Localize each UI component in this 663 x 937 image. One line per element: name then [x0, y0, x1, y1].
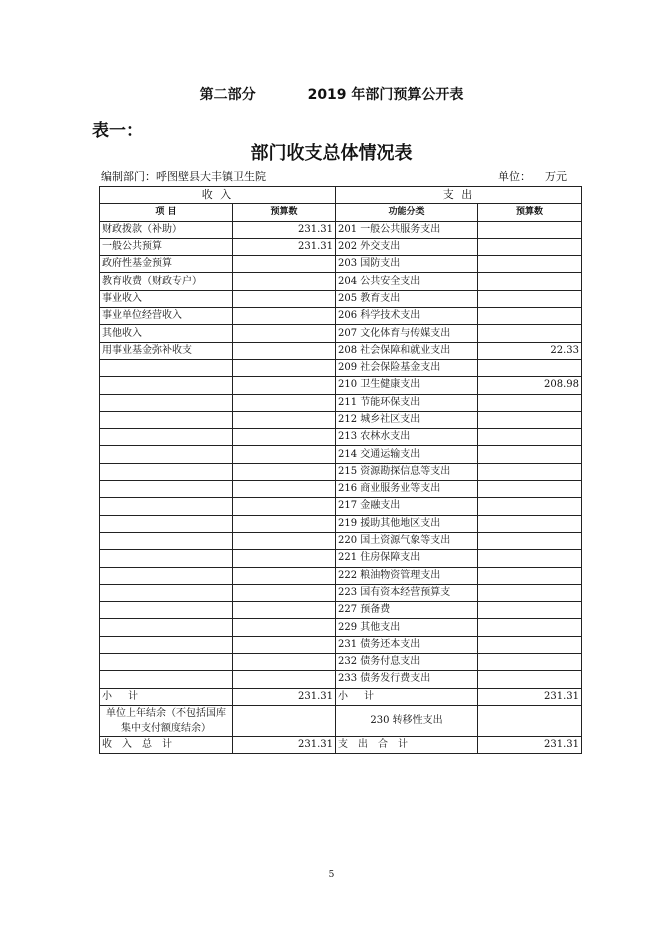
expense-budget: [478, 671, 582, 688]
expense-budget: [478, 584, 582, 601]
table-row: [100, 308, 582, 325]
income-item: [100, 394, 233, 411]
income-item: [100, 446, 233, 463]
income-budget: [233, 429, 336, 446]
income-subtotal-value: 231.31: [233, 688, 336, 705]
income-total-value: 231.31: [233, 736, 336, 753]
income-item: [100, 567, 233, 584]
income-item: [100, 550, 233, 567]
expense-budget: [478, 273, 582, 290]
income-budget: [233, 619, 336, 636]
expense-budget: [478, 394, 582, 411]
carryover-label: 单位上年结余（不包括国库集中支付额度结余）: [100, 705, 233, 736]
income-budget: [233, 359, 336, 376]
table-row: [100, 498, 582, 515]
income-item: [100, 602, 233, 619]
income-item: [100, 671, 233, 688]
table-row: [100, 636, 582, 653]
expense-item: 220 国土资源气象等支出: [336, 532, 478, 549]
income-subtotal-label: 小计: [100, 688, 233, 705]
part-title: [0, 84, 663, 104]
table-label: 表一：: [92, 121, 143, 141]
table-row: [100, 394, 582, 411]
table-row: [100, 567, 582, 584]
income-budget: [233, 550, 336, 567]
expense-budget: [478, 636, 582, 653]
expense-item: 222 粮油物资管理支出: [336, 567, 478, 584]
expense-subtotal-label: 小计: [336, 688, 478, 705]
expense-budget: 208.98: [478, 377, 582, 394]
income-item: [100, 619, 233, 636]
expense-item: 205 教育支出: [336, 290, 478, 307]
year-title: 2019 年部门预算公开表: [307, 87, 464, 103]
income-budget: [233, 463, 336, 480]
table-row: [100, 429, 582, 446]
budget-table: [99, 186, 582, 754]
expense-total-value: 231.31: [478, 736, 582, 753]
table-row: [100, 221, 582, 238]
table-row: [100, 359, 582, 376]
expense-item: 217 金融支出: [336, 498, 478, 515]
income-item: 一般公共预算: [100, 238, 233, 255]
page-number: 5: [328, 870, 335, 880]
income-budget: [233, 273, 336, 290]
table-row: [100, 290, 582, 307]
income-item: 事业收入: [100, 290, 233, 307]
income-total-label: 收入总计: [100, 736, 233, 753]
page-title: 部门收支总体情况表: [250, 143, 413, 164]
income-item: [100, 481, 233, 498]
table-row: [100, 602, 582, 619]
unit-value: 万元: [545, 170, 567, 183]
income-budget: [233, 325, 336, 342]
table-row: [100, 671, 582, 688]
expense-item: 223 国有资本经营预算支: [336, 584, 478, 601]
expense-budget: [478, 463, 582, 480]
expense-budget: [478, 308, 582, 325]
income-budget: [233, 256, 336, 273]
table-row: [100, 377, 582, 394]
table-row: [100, 550, 582, 567]
col-item: 项 目: [100, 204, 233, 221]
expense-budget: [478, 481, 582, 498]
col-budget-2: 预算数: [478, 204, 582, 221]
table-row: [100, 515, 582, 532]
income-budget: 231.31: [233, 238, 336, 255]
table-row: [100, 446, 582, 463]
expense-item: 215 资源勘探信息等支出: [336, 463, 478, 480]
income-budget: [233, 394, 336, 411]
part-label: 第二部分: [199, 87, 256, 103]
expense-budget: [478, 619, 582, 636]
income-item: [100, 532, 233, 549]
expense-item: 204 公共安全支出: [336, 273, 478, 290]
org-label: 编制部门：呼图壁县大丰镇卫生院: [101, 170, 266, 183]
carryover-row: [100, 705, 582, 736]
col-budget: 预算数: [233, 204, 336, 221]
income-budget: 231.31: [233, 221, 336, 238]
expense-item: 221 住房保障支出: [336, 550, 478, 567]
income-budget: [233, 671, 336, 688]
expense-budget: [478, 359, 582, 376]
income-item: [100, 411, 233, 428]
income-header: 收 入: [100, 187, 336, 204]
expense-budget: [478, 654, 582, 671]
column-header-row: [100, 204, 582, 221]
expense-item: 229 其他支出: [336, 619, 478, 636]
expense-budget: [478, 567, 582, 584]
expense-item: 210 卫生健康支出: [336, 377, 478, 394]
income-budget: [233, 498, 336, 515]
income-item: 政府性基金预算: [100, 256, 233, 273]
expense-budget: [478, 290, 582, 307]
income-item: [100, 377, 233, 394]
expense-item: 207 文化体育与传媒支出: [336, 325, 478, 342]
income-item: [100, 359, 233, 376]
table-row: [100, 273, 582, 290]
expense-item: 209 社会保险基金支出: [336, 359, 478, 376]
expense-item: 201 一般公共服务支出: [336, 221, 478, 238]
income-item: [100, 515, 233, 532]
table-row: [100, 481, 582, 498]
income-item: 教育收费（财政专户）: [100, 273, 233, 290]
income-budget: [233, 532, 336, 549]
income-item: [100, 654, 233, 671]
income-budget: [233, 446, 336, 463]
income-budget: [233, 515, 336, 532]
income-item: 其他收入: [100, 325, 233, 342]
income-budget: [233, 290, 336, 307]
expense-item: 202 外交支出: [336, 238, 478, 255]
expense-budget: [478, 446, 582, 463]
expense-budget: [478, 238, 582, 255]
expense-budget: [478, 550, 582, 567]
expense-budget: [478, 429, 582, 446]
expense-budget: [478, 325, 582, 342]
income-budget: [233, 377, 336, 394]
expense-item: 232 债务付息支出: [336, 654, 478, 671]
unit-info: [498, 168, 567, 184]
table-row: [100, 619, 582, 636]
income-budget: [233, 481, 336, 498]
expense-header: 支 出: [336, 187, 582, 204]
col-function: 功能分类: [336, 204, 478, 221]
income-item: [100, 636, 233, 653]
expense-item: 216 商业服务业等支出: [336, 481, 478, 498]
expense-item: 213 农林水支出: [336, 429, 478, 446]
income-budget: [233, 602, 336, 619]
income-budget: [233, 308, 336, 325]
table-row: [100, 325, 582, 342]
table-row: [100, 584, 582, 601]
income-item: [100, 463, 233, 480]
expense-item: 208 社会保障和就业支出: [336, 342, 478, 359]
expense-budget: [478, 532, 582, 549]
income-budget: [233, 567, 336, 584]
expense-item: 203 国防支出: [336, 256, 478, 273]
expense-budget: [478, 411, 582, 428]
table-row: [100, 256, 582, 273]
carryover-value: [233, 705, 336, 736]
expense-total-label: 支出合计: [336, 736, 478, 753]
income-budget: [233, 654, 336, 671]
income-budget: [233, 411, 336, 428]
expense-budget: 22.33: [478, 342, 582, 359]
expense-budget: [478, 515, 582, 532]
expense-budget: [478, 602, 582, 619]
expense-item: 219 援助其他地区支出: [336, 515, 478, 532]
table-row: [100, 342, 582, 359]
income-item: [100, 498, 233, 515]
expense-budget: [478, 221, 582, 238]
income-item: 财政拨款（补助）: [100, 221, 233, 238]
expense-item: 214 交通运输支出: [336, 446, 478, 463]
transfer-expense-value: [478, 705, 582, 736]
expense-item: 206 科学技术支出: [336, 308, 478, 325]
income-budget: [233, 584, 336, 601]
subtotal-row: [100, 688, 582, 705]
expense-item: 211 节能环保支出: [336, 394, 478, 411]
unit-label: 单位：: [498, 170, 531, 183]
income-budget: [233, 342, 336, 359]
expense-item: 231 债务还本支出: [336, 636, 478, 653]
transfer-expense-label: 230 转移性支出: [336, 705, 478, 736]
income-budget: [233, 636, 336, 653]
income-item: 事业单位经营收入: [100, 308, 233, 325]
income-item: [100, 429, 233, 446]
expense-item: 212 城乡社区支出: [336, 411, 478, 428]
expense-budget: [478, 498, 582, 515]
table-row: [100, 654, 582, 671]
table-row: [100, 463, 582, 480]
income-item: [100, 584, 233, 601]
table-row: [100, 532, 582, 549]
income-item: 用事业基金弥补收支: [100, 342, 233, 359]
table-row: [100, 238, 582, 255]
expense-budget: [478, 256, 582, 273]
table-row: [100, 411, 582, 428]
expense-subtotal-value: 231.31: [478, 688, 582, 705]
expense-item: 233 债务发行费支出: [336, 671, 478, 688]
total-row: [100, 736, 582, 753]
table-header-row: [100, 187, 582, 204]
expense-item: 227 预备费: [336, 602, 478, 619]
